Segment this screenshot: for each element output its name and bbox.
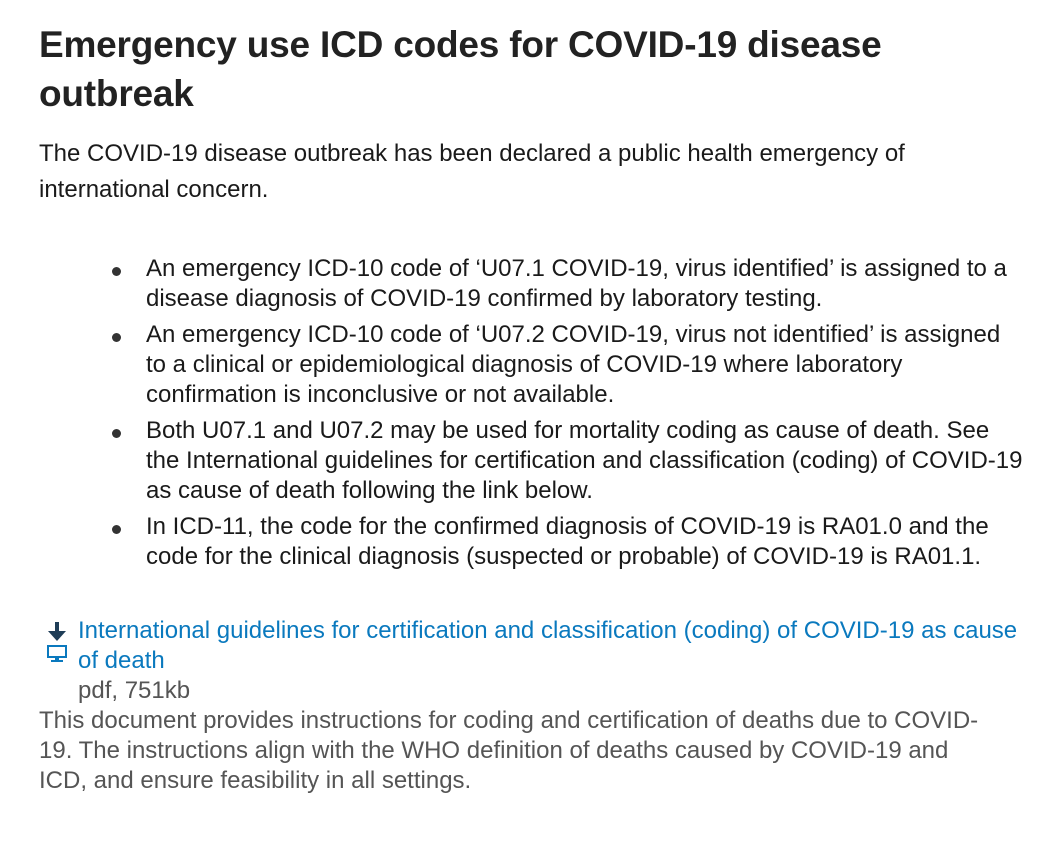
page-title: Emergency use ICD codes for COVID-19 disease outbreak <box>39 24 882 114</box>
bullet-list <box>39 254 1039 572</box>
bullet-icon <box>112 333 121 342</box>
bullet-icon <box>112 267 121 276</box>
list-item-text: Both U07.1 and U07.2 may be used for mortality coding as cause of death. See the International guidelines for certification and classification (coding) of COVID-19 as cause of death following the link below. <box>146 417 1023 504</box>
list-item-text: An emergency ICD-10 code of ‘U07.1 COVID-19, virus identified’ is assigned to a disease diagnosis of COVID-19 confirmed by laboratory testing. <box>146 255 1007 312</box>
list-item <box>146 512 1039 572</box>
list-item-text: An emergency ICD-10 code of ‘U07.2 COVID-19, virus not identified’ is assigned to a clinical or epidemiological diagnosis of COVID-19 where laboratory confirmation is inconclusive or not available. <box>146 321 1001 408</box>
guidelines-download-link[interactable]: International guidelines for certification and classification (coding) of COVID-19 as cause of death <box>78 617 1018 674</box>
document-description: This document provides instructions for coding and certification of deaths due to COVID-19. The instructions align with the WHO definition of deaths caused by COVID-19 and ICD, and ensure feasibility in all settings. <box>39 707 979 794</box>
download-block <box>39 616 1039 706</box>
bullet-icon <box>112 525 121 534</box>
list-item <box>146 320 1039 410</box>
page-content <box>39 20 1039 796</box>
bullet-icon <box>112 429 121 438</box>
list-item <box>146 254 1039 314</box>
download-icon[interactable] <box>44 621 70 665</box>
intro-paragraph: The COVID-19 disease outbreak has been declared a public health emergency of international concern. <box>39 140 905 203</box>
list-item <box>146 416 1039 506</box>
list-item-text: In ICD-11, the code for the confirmed diagnosis of COVID-19 is RA01.0 and the code for the clinical diagnosis (suspected or probable) of COVID-19 is RA01.1. <box>146 513 989 570</box>
file-info: pdf, 751kb <box>78 677 191 704</box>
